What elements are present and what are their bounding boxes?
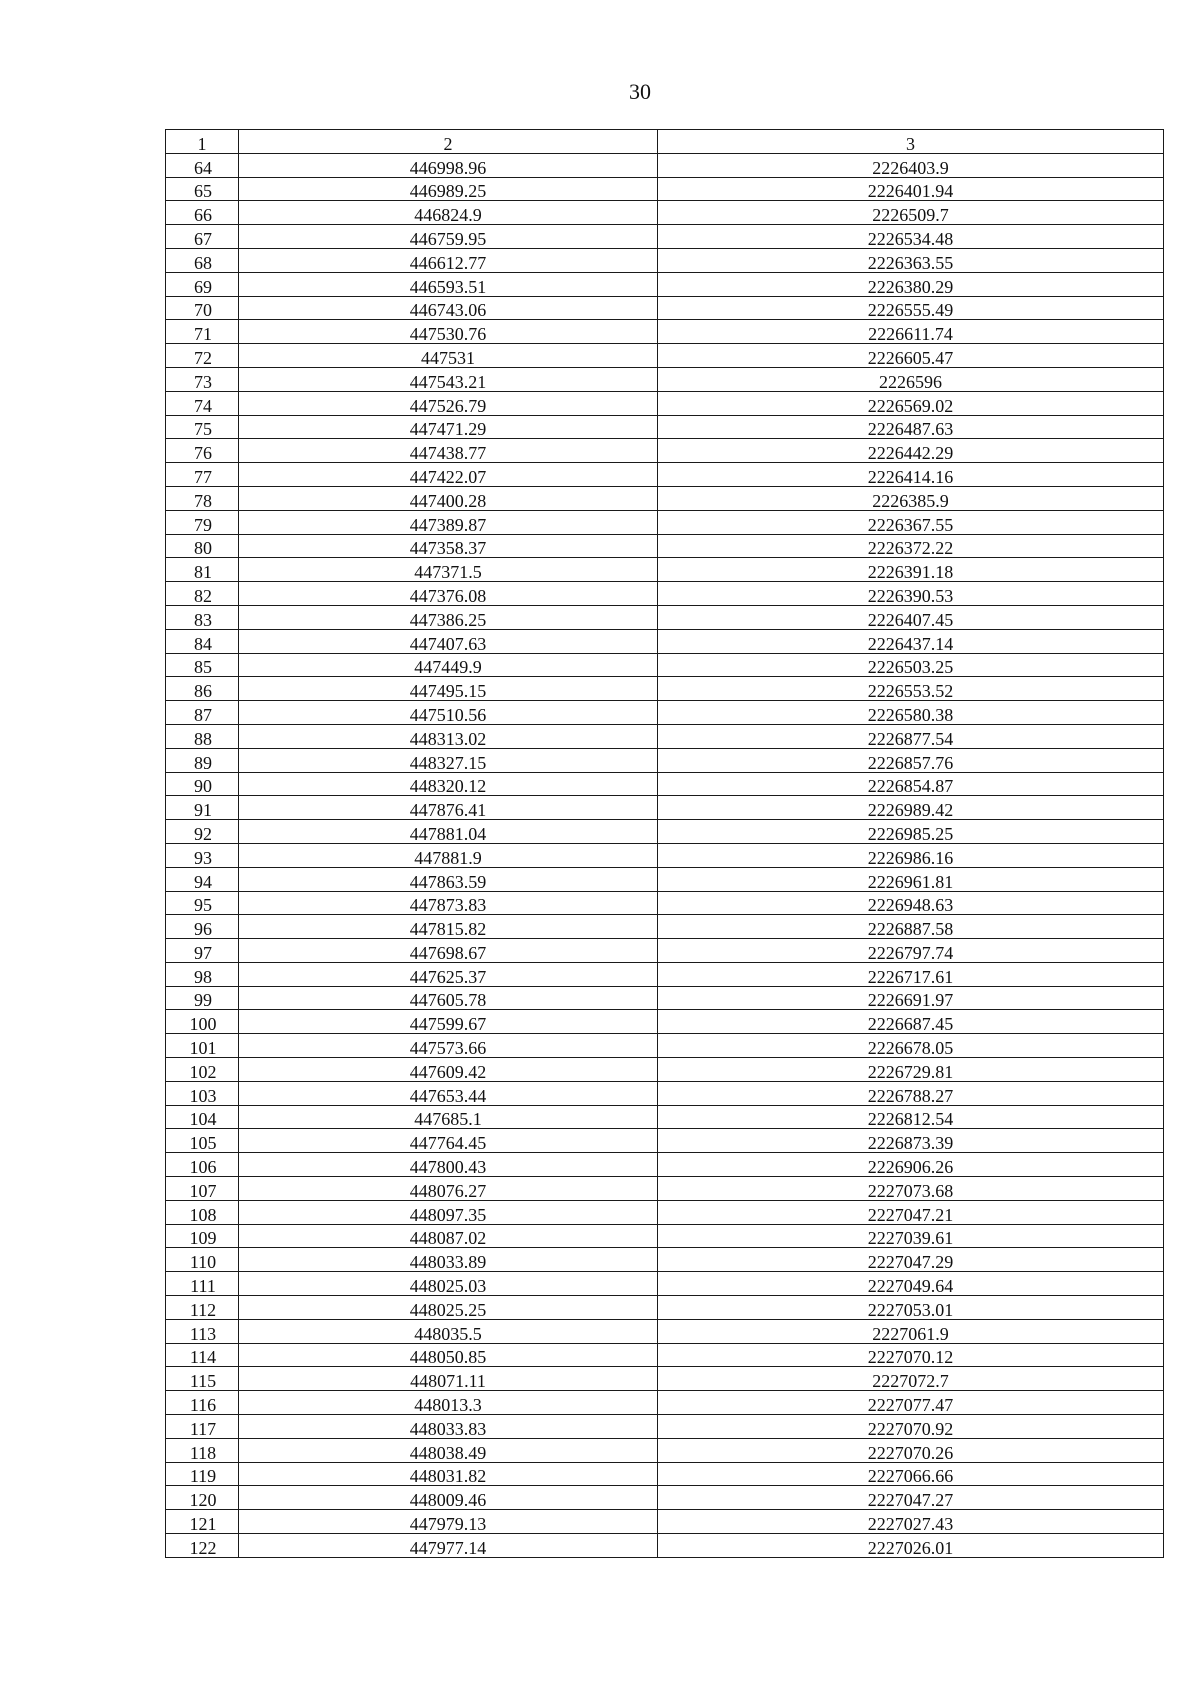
x-coordinate-cell: 448033.89 <box>239 1248 658 1272</box>
point-number-cell: 68 <box>166 248 239 272</box>
x-coordinate-cell: 447881.04 <box>239 820 658 844</box>
y-coordinate-cell: 2226989.42 <box>658 796 1164 820</box>
y-coordinate-cell: 2226487.63 <box>658 415 1164 439</box>
table-row <box>166 463 1164 487</box>
y-coordinate-cell: 2226442.29 <box>658 439 1164 463</box>
x-coordinate-cell: 446743.06 <box>239 296 658 320</box>
y-coordinate-cell: 2226857.76 <box>658 748 1164 772</box>
point-number-cell: 93 <box>166 843 239 867</box>
x-coordinate-cell: 448038.49 <box>239 1438 658 1462</box>
point-number-cell: 115 <box>166 1367 239 1391</box>
point-number-cell: 112 <box>166 1296 239 1320</box>
table-row <box>166 1438 1164 1462</box>
y-coordinate-cell: 2227049.64 <box>658 1272 1164 1296</box>
table-row <box>166 296 1164 320</box>
x-coordinate-cell: 447400.28 <box>239 486 658 510</box>
point-number-cell: 111 <box>166 1272 239 1296</box>
point-number-cell: 70 <box>166 296 239 320</box>
point-number-cell: 117 <box>166 1415 239 1439</box>
point-number-cell: 109 <box>166 1224 239 1248</box>
x-coordinate-cell: 447438.77 <box>239 439 658 463</box>
x-coordinate-cell: 447815.82 <box>239 915 658 939</box>
point-number-cell: 78 <box>166 486 239 510</box>
table-row <box>166 605 1164 629</box>
x-coordinate-cell: 448033.83 <box>239 1415 658 1439</box>
x-coordinate-cell: 447764.45 <box>239 1129 658 1153</box>
x-coordinate-cell: 448327.15 <box>239 748 658 772</box>
y-coordinate-cell: 2226854.87 <box>658 772 1164 796</box>
y-coordinate-cell: 2226372.22 <box>658 534 1164 558</box>
x-coordinate-cell: 447800.43 <box>239 1153 658 1177</box>
x-coordinate-cell: 448025.03 <box>239 1272 658 1296</box>
x-coordinate-cell: 448320.12 <box>239 772 658 796</box>
table-row <box>166 534 1164 558</box>
x-coordinate-cell: 447526.79 <box>239 391 658 415</box>
y-coordinate-cell: 2226414.16 <box>658 463 1164 487</box>
y-coordinate-cell: 2227070.12 <box>658 1343 1164 1367</box>
point-number-cell: 66 <box>166 201 239 225</box>
x-coordinate-cell: 447881.9 <box>239 843 658 867</box>
table-header-row <box>166 130 1164 154</box>
x-coordinate-cell: 448087.02 <box>239 1224 658 1248</box>
table-row <box>166 772 1164 796</box>
point-number-cell: 65 <box>166 177 239 201</box>
table-row <box>166 629 1164 653</box>
point-number-cell: 95 <box>166 891 239 915</box>
y-coordinate-cell: 2226407.45 <box>658 605 1164 629</box>
y-coordinate-cell: 2226797.74 <box>658 939 1164 963</box>
table-row <box>166 201 1164 225</box>
point-number-cell: 80 <box>166 534 239 558</box>
y-coordinate-cell: 2226367.55 <box>658 510 1164 534</box>
point-number-cell: 118 <box>166 1438 239 1462</box>
point-number-cell: 72 <box>166 344 239 368</box>
x-coordinate-cell: 448071.11 <box>239 1367 658 1391</box>
table-row <box>166 1153 1164 1177</box>
table-row <box>166 344 1164 368</box>
table-row <box>166 272 1164 296</box>
x-coordinate-cell: 446612.77 <box>239 248 658 272</box>
y-coordinate-cell: 2227047.21 <box>658 1200 1164 1224</box>
x-coordinate-cell: 447979.13 <box>239 1510 658 1534</box>
table-row <box>166 677 1164 701</box>
x-coordinate-cell: 447386.25 <box>239 605 658 629</box>
y-coordinate-cell: 2226691.97 <box>658 986 1164 1010</box>
point-number-cell: 122 <box>166 1534 239 1558</box>
table-row <box>166 1010 1164 1034</box>
x-coordinate-cell: 447625.37 <box>239 962 658 986</box>
y-coordinate-cell: 2226503.25 <box>658 653 1164 677</box>
y-coordinate-cell: 2226390.53 <box>658 582 1164 606</box>
y-coordinate-cell: 2226605.47 <box>658 344 1164 368</box>
table-row <box>166 748 1164 772</box>
x-coordinate-cell: 447371.5 <box>239 558 658 582</box>
table-row <box>166 796 1164 820</box>
point-number-cell: 114 <box>166 1343 239 1367</box>
y-coordinate-cell: 2226873.39 <box>658 1129 1164 1153</box>
table-row <box>166 225 1164 249</box>
x-coordinate-cell: 447358.37 <box>239 534 658 558</box>
table-row <box>166 1296 1164 1320</box>
y-coordinate-cell: 2226403.9 <box>658 153 1164 177</box>
x-coordinate-cell: 446998.96 <box>239 153 658 177</box>
point-number-cell: 94 <box>166 867 239 891</box>
y-coordinate-cell: 2226380.29 <box>658 272 1164 296</box>
column-header-1: 1 <box>166 130 239 154</box>
y-coordinate-cell: 2226509.7 <box>658 201 1164 225</box>
table-row <box>166 1058 1164 1082</box>
point-number-cell: 98 <box>166 962 239 986</box>
y-coordinate-cell: 2227047.29 <box>658 1248 1164 1272</box>
point-number-cell: 90 <box>166 772 239 796</box>
y-coordinate-cell: 2226906.26 <box>658 1153 1164 1177</box>
y-coordinate-cell: 2226877.54 <box>658 724 1164 748</box>
table-row <box>166 915 1164 939</box>
point-number-cell: 102 <box>166 1058 239 1082</box>
y-coordinate-cell: 2226611.74 <box>658 320 1164 344</box>
x-coordinate-cell: 446759.95 <box>239 225 658 249</box>
x-coordinate-cell: 447876.41 <box>239 796 658 820</box>
table-row <box>166 724 1164 748</box>
y-coordinate-cell: 2227070.92 <box>658 1415 1164 1439</box>
y-coordinate-cell: 2227053.01 <box>658 1296 1164 1320</box>
point-number-cell: 84 <box>166 629 239 653</box>
x-coordinate-cell: 447573.66 <box>239 1034 658 1058</box>
table-row <box>166 1510 1164 1534</box>
table-row <box>166 415 1164 439</box>
y-coordinate-cell: 2226596 <box>658 367 1164 391</box>
table-row <box>166 1415 1164 1439</box>
page-number: 30 <box>629 79 651 104</box>
point-number-cell: 121 <box>166 1510 239 1534</box>
x-coordinate-cell: 447605.78 <box>239 986 658 1010</box>
point-number-cell: 67 <box>166 225 239 249</box>
table-row <box>166 1462 1164 1486</box>
table-row <box>166 1391 1164 1415</box>
table-row <box>166 1319 1164 1343</box>
point-number-cell: 73 <box>166 367 239 391</box>
table-row <box>166 962 1164 986</box>
table-row <box>166 867 1164 891</box>
x-coordinate-cell: 447449.9 <box>239 653 658 677</box>
table-row <box>166 558 1164 582</box>
y-coordinate-cell: 2226401.94 <box>658 177 1164 201</box>
y-coordinate-cell: 2226553.52 <box>658 677 1164 701</box>
y-coordinate-cell: 2226887.58 <box>658 915 1164 939</box>
point-number-cell: 116 <box>166 1391 239 1415</box>
table-row <box>166 177 1164 201</box>
x-coordinate-cell: 448013.3 <box>239 1391 658 1415</box>
table-row <box>166 510 1164 534</box>
table-row <box>166 986 1164 1010</box>
y-coordinate-cell: 2226555.49 <box>658 296 1164 320</box>
point-number-cell: 83 <box>166 605 239 629</box>
point-number-cell: 120 <box>166 1486 239 1510</box>
point-number-cell: 92 <box>166 820 239 844</box>
table-row <box>166 1200 1164 1224</box>
table-row <box>166 367 1164 391</box>
table-row <box>166 153 1164 177</box>
column-header-3: 3 <box>658 130 1164 154</box>
table-row <box>166 1534 1164 1558</box>
y-coordinate-cell: 2226534.48 <box>658 225 1164 249</box>
table-row <box>166 1177 1164 1201</box>
x-coordinate-cell: 447609.42 <box>239 1058 658 1082</box>
y-coordinate-cell: 2227039.61 <box>658 1224 1164 1248</box>
y-coordinate-cell: 2227070.26 <box>658 1438 1164 1462</box>
y-coordinate-cell: 2227047.27 <box>658 1486 1164 1510</box>
x-coordinate-cell: 448313.02 <box>239 724 658 748</box>
x-coordinate-cell: 446989.25 <box>239 177 658 201</box>
point-number-cell: 81 <box>166 558 239 582</box>
point-number-cell: 113 <box>166 1319 239 1343</box>
table-row <box>166 891 1164 915</box>
table-row <box>166 820 1164 844</box>
point-number-cell: 96 <box>166 915 239 939</box>
table-row <box>166 1105 1164 1129</box>
y-coordinate-cell: 2226729.81 <box>658 1058 1164 1082</box>
x-coordinate-cell: 447873.83 <box>239 891 658 915</box>
x-coordinate-cell: 448097.35 <box>239 1200 658 1224</box>
x-coordinate-cell: 448050.85 <box>239 1343 658 1367</box>
point-number-cell: 99 <box>166 986 239 1010</box>
x-coordinate-cell: 448031.82 <box>239 1462 658 1486</box>
table-row <box>166 486 1164 510</box>
y-coordinate-cell: 2227026.01 <box>658 1534 1164 1558</box>
table-row <box>166 1367 1164 1391</box>
point-number-cell: 64 <box>166 153 239 177</box>
y-coordinate-cell: 2226948.63 <box>658 891 1164 915</box>
point-number-cell: 107 <box>166 1177 239 1201</box>
point-number-cell: 82 <box>166 582 239 606</box>
table-row <box>166 1343 1164 1367</box>
table-row <box>166 1034 1164 1058</box>
y-coordinate-cell: 2227077.47 <box>658 1391 1164 1415</box>
table-row <box>166 439 1164 463</box>
x-coordinate-cell: 448025.25 <box>239 1296 658 1320</box>
y-coordinate-cell: 2226437.14 <box>658 629 1164 653</box>
x-coordinate-cell: 447389.87 <box>239 510 658 534</box>
point-number-cell: 108 <box>166 1200 239 1224</box>
table-row <box>166 843 1164 867</box>
point-number-cell: 69 <box>166 272 239 296</box>
y-coordinate-cell: 2226788.27 <box>658 1081 1164 1105</box>
point-number-cell: 100 <box>166 1010 239 1034</box>
y-coordinate-cell: 2227061.9 <box>658 1319 1164 1343</box>
table-row <box>166 320 1164 344</box>
x-coordinate-cell: 447599.67 <box>239 1010 658 1034</box>
y-coordinate-cell: 2226985.25 <box>658 820 1164 844</box>
table-row <box>166 939 1164 963</box>
table-row <box>166 1081 1164 1105</box>
point-number-cell: 103 <box>166 1081 239 1105</box>
table-row <box>166 1486 1164 1510</box>
point-number-cell: 74 <box>166 391 239 415</box>
point-number-cell: 105 <box>166 1129 239 1153</box>
table-row <box>166 1272 1164 1296</box>
y-coordinate-cell: 2226812.54 <box>658 1105 1164 1129</box>
point-number-cell: 104 <box>166 1105 239 1129</box>
x-coordinate-cell: 447471.29 <box>239 415 658 439</box>
x-coordinate-cell: 446824.9 <box>239 201 658 225</box>
table-row <box>166 582 1164 606</box>
x-coordinate-cell: 447863.59 <box>239 867 658 891</box>
x-coordinate-cell: 447407.63 <box>239 629 658 653</box>
point-number-cell: 75 <box>166 415 239 439</box>
x-coordinate-cell: 447653.44 <box>239 1081 658 1105</box>
point-number-cell: 87 <box>166 701 239 725</box>
y-coordinate-cell: 2227073.68 <box>658 1177 1164 1201</box>
table-row <box>166 248 1164 272</box>
y-coordinate-cell: 2226363.55 <box>658 248 1164 272</box>
point-number-cell: 89 <box>166 748 239 772</box>
y-coordinate-cell: 2226569.02 <box>658 391 1164 415</box>
x-coordinate-cell: 447531 <box>239 344 658 368</box>
x-coordinate-cell: 447376.08 <box>239 582 658 606</box>
column-header-2: 2 <box>239 130 658 154</box>
table-row <box>166 1129 1164 1153</box>
coordinates-table <box>165 129 1164 1558</box>
table-body <box>166 153 1164 1557</box>
point-number-cell: 71 <box>166 320 239 344</box>
y-coordinate-cell: 2226391.18 <box>658 558 1164 582</box>
point-number-cell: 106 <box>166 1153 239 1177</box>
x-coordinate-cell: 447422.07 <box>239 463 658 487</box>
x-coordinate-cell: 447530.76 <box>239 320 658 344</box>
y-coordinate-cell: 2226986.16 <box>658 843 1164 867</box>
x-coordinate-cell: 447543.21 <box>239 367 658 391</box>
y-coordinate-cell: 2227027.43 <box>658 1510 1164 1534</box>
y-coordinate-cell: 2226961.81 <box>658 867 1164 891</box>
point-number-cell: 79 <box>166 510 239 534</box>
table-row <box>166 1248 1164 1272</box>
y-coordinate-cell: 2227066.66 <box>658 1462 1164 1486</box>
point-number-cell: 76 <box>166 439 239 463</box>
table-row <box>166 391 1164 415</box>
x-coordinate-cell: 447495.15 <box>239 677 658 701</box>
point-number-cell: 85 <box>166 653 239 677</box>
x-coordinate-cell: 448009.46 <box>239 1486 658 1510</box>
x-coordinate-cell: 447977.14 <box>239 1534 658 1558</box>
point-number-cell: 91 <box>166 796 239 820</box>
table-row <box>166 1224 1164 1248</box>
y-coordinate-cell: 2226717.61 <box>658 962 1164 986</box>
y-coordinate-cell: 2226678.05 <box>658 1034 1164 1058</box>
y-coordinate-cell: 2226580.38 <box>658 701 1164 725</box>
point-number-cell: 119 <box>166 1462 239 1486</box>
x-coordinate-cell: 448035.5 <box>239 1319 658 1343</box>
table-row <box>166 653 1164 677</box>
y-coordinate-cell: 2226687.45 <box>658 1010 1164 1034</box>
y-coordinate-cell: 2227072.7 <box>658 1367 1164 1391</box>
x-coordinate-cell: 447685.1 <box>239 1105 658 1129</box>
point-number-cell: 86 <box>166 677 239 701</box>
point-number-cell: 110 <box>166 1248 239 1272</box>
point-number-cell: 97 <box>166 939 239 963</box>
point-number-cell: 88 <box>166 724 239 748</box>
x-coordinate-cell: 448076.27 <box>239 1177 658 1201</box>
table-row <box>166 701 1164 725</box>
point-number-cell: 101 <box>166 1034 239 1058</box>
x-coordinate-cell: 446593.51 <box>239 272 658 296</box>
y-coordinate-cell: 2226385.9 <box>658 486 1164 510</box>
x-coordinate-cell: 447510.56 <box>239 701 658 725</box>
x-coordinate-cell: 447698.67 <box>239 939 658 963</box>
point-number-cell: 77 <box>166 463 239 487</box>
